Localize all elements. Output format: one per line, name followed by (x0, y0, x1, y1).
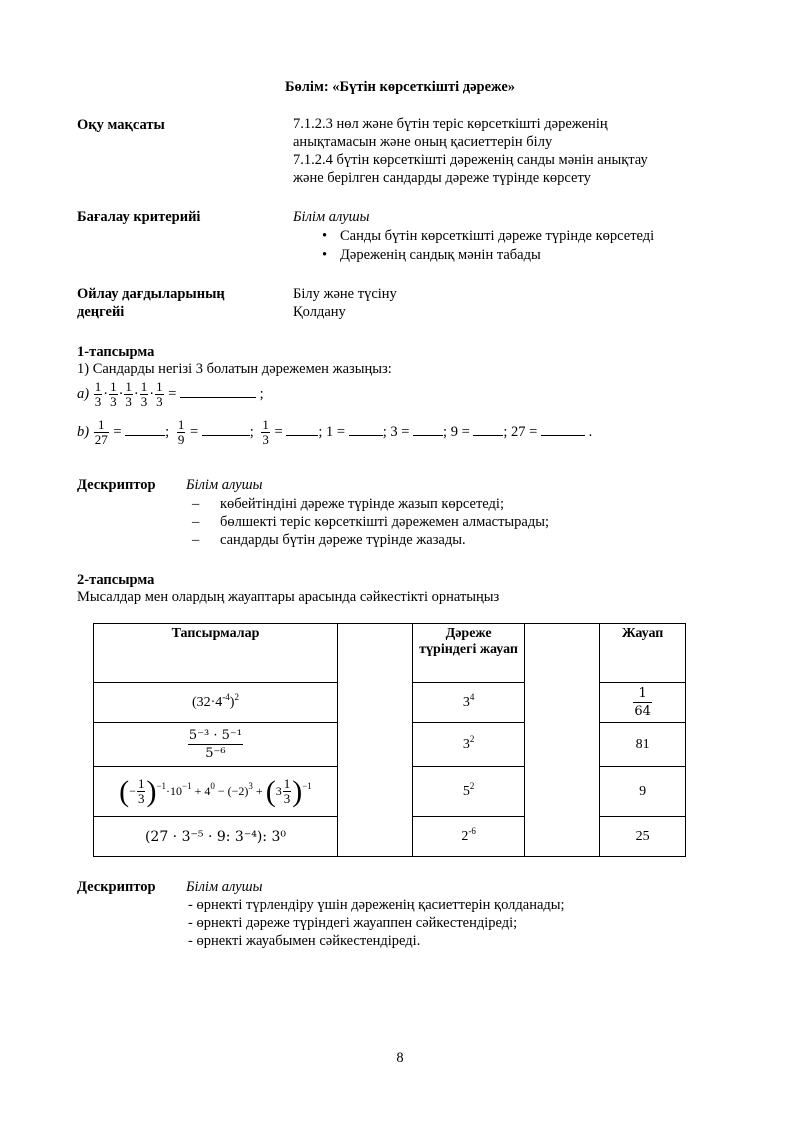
objective-line: 7.1.2.3 нөл және бүтін теріс көрсеткішті дәреженің (293, 116, 608, 132)
task1-title: 1-тапсырма (77, 344, 155, 360)
answer-value: $\frac{1}{64}$ (600, 683, 686, 723)
task1-b-item: 1 = (326, 423, 346, 440)
objective-line: анықтамасын және оның қасиеттерін білу (293, 134, 553, 150)
power-answer: $3^4$ (413, 683, 524, 723)
header-power: Дәреже түріндегі жауап (413, 624, 524, 683)
answer-blank[interactable] (413, 423, 443, 436)
task2-instruction: Мысалдар мен олардың жауаптары арасында сәйкестікті орнатыңыз (77, 589, 500, 605)
matching-table (93, 623, 686, 857)
descriptor1-label: Дескриптор (77, 477, 156, 493)
task-expression: (27 · 3⁻⁵ · 9: 3⁻⁴): 3⁰ (94, 817, 338, 857)
descriptor1-item: – бөлшекті теріс көрсеткішті дәрежемен алмастырады; (192, 513, 549, 531)
objective-line: 7.1.2.4 бүтін көрсеткішті дәреженің санды мәнін анықтау (293, 152, 648, 168)
objective-line: және берілген сандарды дәреже түрінде көрсету (293, 170, 591, 186)
task1-b-item: 3 = (390, 423, 410, 440)
answer-value: 9 (600, 767, 686, 817)
task-expression: $\frac{\text{5⁻³ · 5⁻¹}}{\text{5⁻⁶}}$ (94, 723, 338, 767)
answer-blank[interactable] (349, 423, 383, 436)
thinking-label (77, 285, 225, 321)
power-answer: $5^2$ (413, 767, 524, 817)
fraction: $\frac{1}{9}$ (177, 417, 185, 447)
fraction: $\frac{1}{3}$ (140, 379, 148, 409)
criteria-item: • Дәреженің сандық мәнін табады (316, 246, 654, 265)
fraction: $\frac{1}{3}$ (262, 417, 269, 447)
descriptor2-label: Дескриптор (77, 879, 156, 895)
task-expression: $(32\cdot 4^{-4})^2$ (94, 683, 338, 723)
page-number: 8 (396, 1050, 404, 1066)
fraction: $\frac{1}{3}$ (156, 379, 163, 409)
task1-b-line: b) $\frac{1}{27}$ = ; $\frac{1}{9}$ = ; $\frac{1}{3}$ = ; 1 = ; 3 = ; 9 = ; 27 = . (77, 417, 593, 447)
descriptor2-subject: Білім алушы (186, 879, 263, 895)
descriptor2-item: - өрнекті түрлендіру үшін дәреженің қасиеттерін қолданады; (188, 897, 565, 913)
power-answer: $2^{-6}$ (413, 817, 524, 857)
spacer-column[interactable] (337, 624, 413, 857)
answer-value: 81 (600, 723, 686, 767)
descriptor1-list (192, 495, 549, 549)
descriptor2-list (188, 896, 565, 950)
fraction: $\frac{1}{3}$ (125, 379, 132, 409)
header-tasks: Тапсырмалар (94, 624, 338, 683)
descriptor1-subject: Білім алушы (186, 477, 263, 493)
task1-b-label: b) (77, 423, 90, 440)
thinking-label-line: Ойлау дағдыларының (77, 286, 225, 302)
answer-blank[interactable] (541, 423, 585, 436)
objectives-label: Оқу мақсаты (77, 117, 165, 133)
descriptor1-item: – сандарды бүтін дәреже түрінде жазады. (192, 531, 549, 549)
answer-blank[interactable] (180, 385, 256, 398)
criteria-label: Бағалау критерийі (77, 209, 201, 225)
objectives-text (293, 115, 648, 187)
task1-instruction: 1) Сандарды негізі 3 болатын дәрежемен жазыңыз: (77, 361, 392, 377)
spacer-column[interactable] (524, 624, 600, 857)
power-answer: $3^2$ (413, 723, 524, 767)
task1-b-item: 9 = (450, 423, 470, 440)
section-title: Бөлім: «Бүтін көрсеткішті дәреже» (284, 79, 516, 95)
criteria-list (316, 227, 654, 265)
thinking-level: Білу және түсіну (293, 286, 397, 302)
task2-title: 2-тапсырма (77, 572, 155, 588)
descriptor2-item: - өрнекті жауабымен сәйкестендіреді. (188, 933, 421, 949)
thinking-label-line: деңгейі (77, 304, 125, 320)
thinking-level: Қолдану (293, 304, 346, 320)
table-header-row (94, 624, 686, 683)
criteria-subject: Білім алушы (293, 209, 370, 225)
thinking-levels (293, 285, 397, 321)
header-answer: Жауап (600, 624, 686, 683)
task1-a-label: a) (77, 385, 90, 402)
fraction: $\frac{1}{3}$ (110, 379, 117, 409)
descriptor1-item: – көбейтіндіні дәреже түрінде жазып көрсетеді; (192, 495, 549, 513)
answer-blank[interactable] (202, 423, 250, 436)
fraction: $\frac{1}{27}$ (94, 417, 108, 447)
fraction: $\frac{1}{3}$ (94, 379, 102, 409)
answer-blank[interactable] (286, 423, 318, 436)
answer-blank[interactable] (125, 423, 165, 436)
answer-blank[interactable] (473, 423, 503, 436)
descriptor2-item: - өрнекті дәреже түріндегі жауаппен сәйкестендіреді; (188, 915, 518, 931)
answer-value: 25 (600, 817, 686, 857)
task1-b-item: 27 = (511, 423, 538, 440)
task1-a-line: a) $\frac{1}{3}$ · $\frac{1}{3}$ · $\frac{1}{3}$ · $\frac{1}{3}$ · $\frac{1}{3}$ = ; (77, 379, 264, 409)
criteria-item: • Санды бүтін көрсеткішті дәреже түрінде көрсетеді (316, 227, 654, 246)
task-expression: (− $\frac{1}{3}$ )$^{-1}\cdot 10^{-1} + 4^0 - (-2)^3 + (3$ $\frac{1}{3}$ )$^{-1}$ (94, 767, 338, 817)
